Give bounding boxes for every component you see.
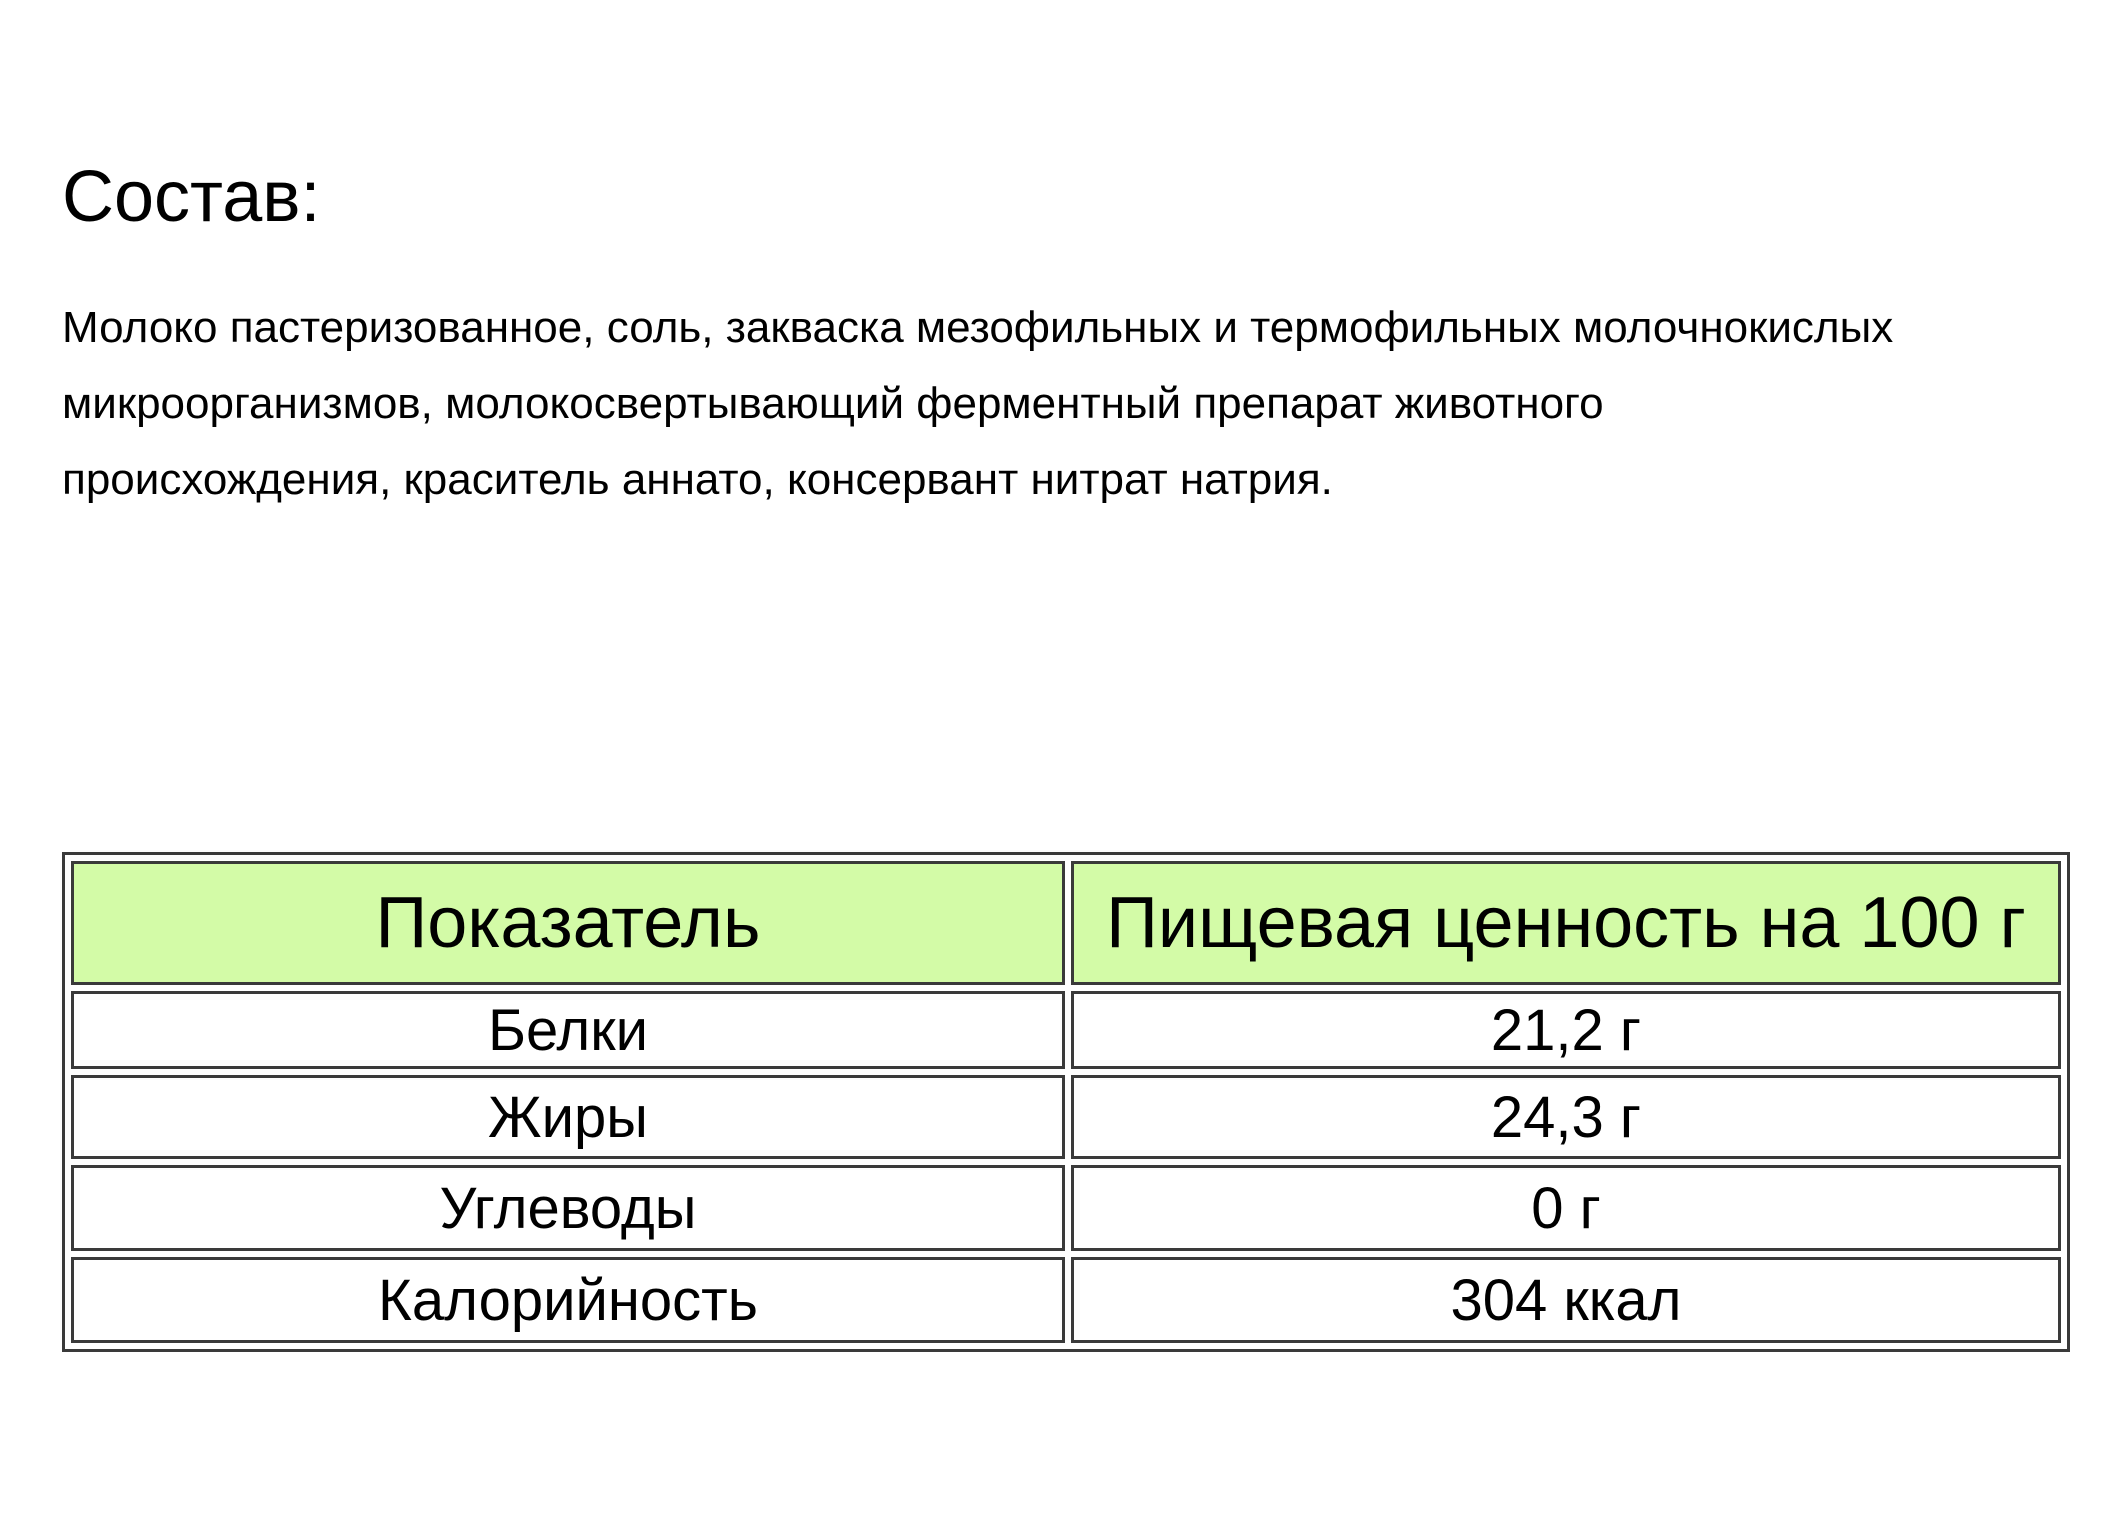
composition-heading: Состав: bbox=[62, 157, 321, 237]
table-row bbox=[71, 991, 2061, 1069]
header-indicator: Показатель bbox=[71, 861, 1065, 985]
row-value-calories: 304 ккал bbox=[1071, 1257, 2061, 1343]
composition-line: Молоко пастеризованное, соль, закваска мезофильных и термофильных молочнокислых bbox=[62, 303, 1894, 352]
table-header-row bbox=[71, 861, 2061, 985]
header-nutritional-value: Пищевая ценность на 100 г bbox=[1071, 861, 2061, 985]
row-value-fats: 24,3 г bbox=[1071, 1075, 2061, 1159]
row-indicator-proteins: Белки bbox=[71, 991, 1065, 1069]
composition-text bbox=[62, 290, 2119, 518]
table-row bbox=[71, 1165, 2061, 1251]
table-row bbox=[71, 1257, 2061, 1343]
row-value-proteins: 21,2 г bbox=[1071, 991, 2061, 1069]
row-indicator-calories: Калорийность bbox=[71, 1257, 1065, 1343]
table-row bbox=[71, 1075, 2061, 1159]
nutrition-table bbox=[62, 852, 2070, 1352]
row-indicator-fats: Жиры bbox=[71, 1075, 1065, 1159]
composition-line: микроорганизмов, молокосвертывающий ферментный препарат животного bbox=[62, 379, 1604, 428]
row-value-carbohydrates: 0 г bbox=[1071, 1165, 2061, 1251]
row-indicator-carbohydrates: Углеводы bbox=[71, 1165, 1065, 1251]
composition-line: происхождения, краситель аннато, консервант нитрат натрия. bbox=[62, 455, 1333, 504]
